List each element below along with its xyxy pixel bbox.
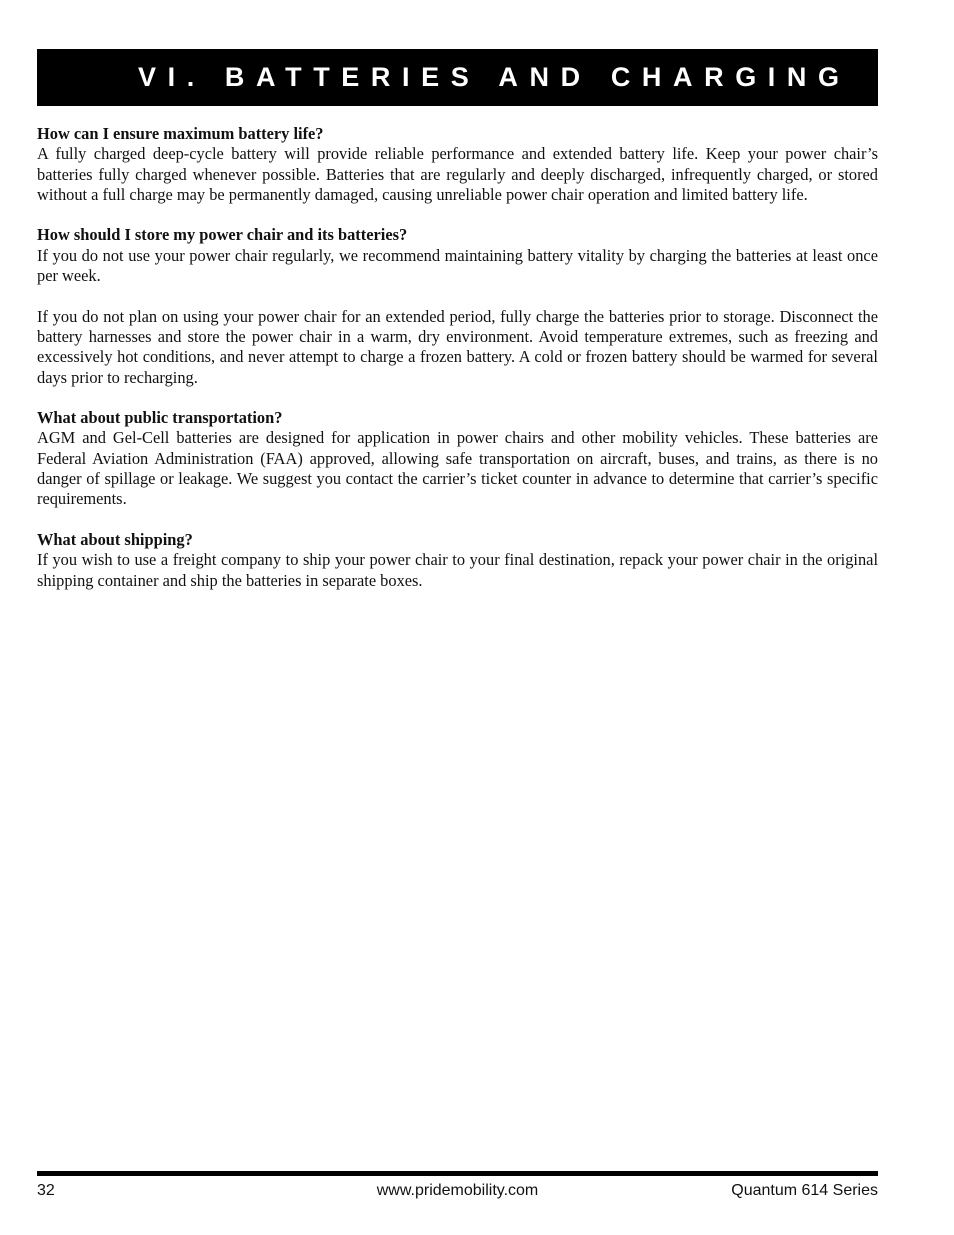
section-title: VI. BATTERIES AND CHARGING bbox=[138, 62, 851, 92]
faq-question: How should I store my power chair and its batteries? bbox=[37, 225, 408, 245]
page-number: 32 bbox=[37, 1182, 55, 1199]
faq-question: What about shipping? bbox=[37, 529, 193, 549]
footer-divider bbox=[37, 1171, 878, 1176]
section-header-bar bbox=[37, 49, 878, 106]
faq-question: How can I ensure maximum battery life? bbox=[37, 124, 324, 143]
faq-question: What about public transportation? bbox=[37, 408, 283, 428]
page-footer bbox=[37, 1180, 878, 1202]
faq-shipping bbox=[37, 530, 878, 591]
faq-answer-paragraph: AGM and Gel-Cell batteries are designed for application in power chairs and other mobility vehicles. These batteries are Federal Aviation Administration (FAA) approved, allowing safe transportation on aircraft, buses, and trains, as there is no danger of spillage or leakage. We suggest you contact the carrier’s ticket counter in advance to determine that carrier’s specific requirements. bbox=[37, 428, 878, 509]
faq-storage bbox=[37, 225, 878, 387]
faq-public-transportation bbox=[37, 408, 878, 509]
product-series-label: Quantum 614 Series bbox=[731, 1182, 878, 1199]
document-body bbox=[37, 124, 878, 611]
faq-battery-life bbox=[37, 124, 878, 205]
footer-url: www.pridemobility.com bbox=[376, 1182, 539, 1199]
faq-answer-paragraph: If you wish to use a freight company to ship your power chair to your final destination, repack your power chair in the original shipping container and ship the batteries in separate boxes. bbox=[37, 550, 878, 590]
faq-answer-paragraph: If you do not use your power chair regularly, we recommend maintaining battery vitality by charging the batteries at least once per week. bbox=[37, 245, 878, 286]
faq-answer-paragraph: A fully charged deep-cycle battery will provide reliable performance and extended battery life. Keep your power chair’s batteries fully charged whenever possible. Batteries that are regularly and deeply discharged, infrequently charged, or stored without a full charge may be permanently damaged, causing unreliable power chair operation and limited battery life. bbox=[37, 144, 878, 204]
faq-answer-paragraph: If you do not plan on using your power chair for an extended period, fully charge the batteries prior to storage. Disconnect the battery harnesses and store the power chair in a warm, dry environment. Avoid temperature extremes, such as freezing and excessively hot conditions, and never attempt to charge a frozen battery. A cold or frozen battery should be warmed for several days prior to recharging. bbox=[37, 306, 878, 387]
